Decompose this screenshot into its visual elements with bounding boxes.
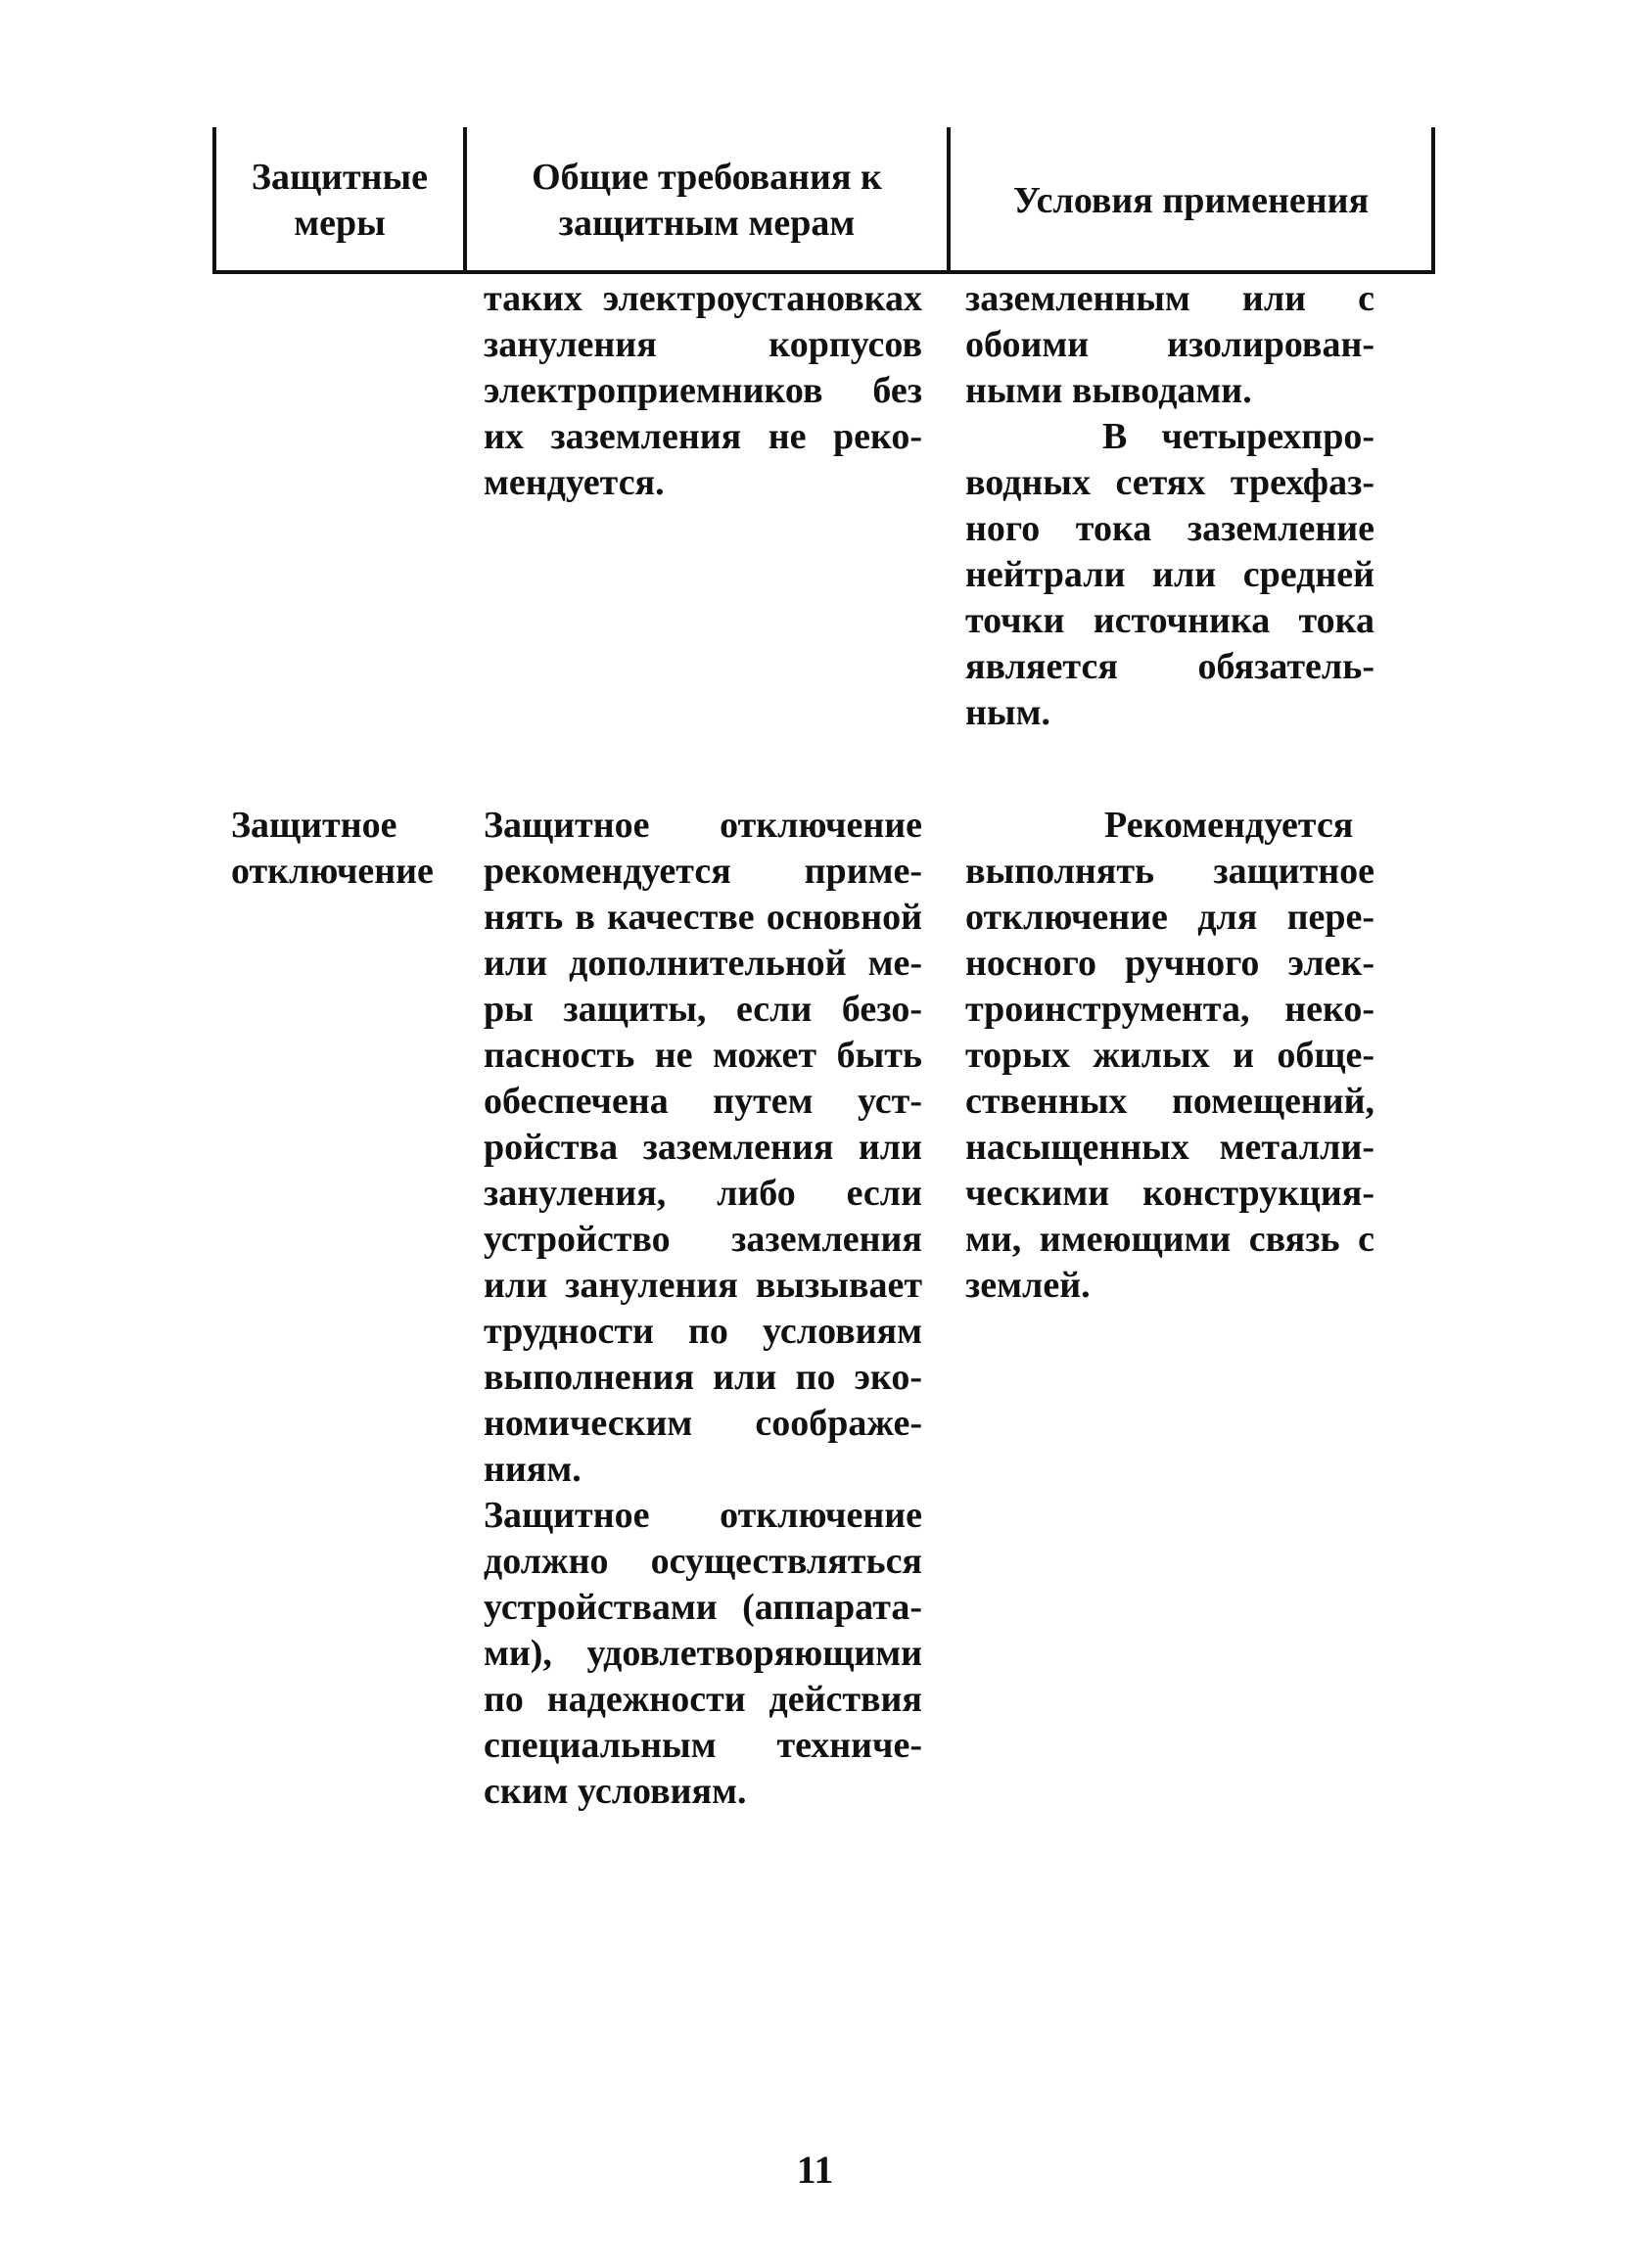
measure-cell-protective-shutdown [231, 803, 456, 895]
header-col-conditions-text: Условия применения [1012, 179, 1370, 221]
continued-conditions-cell [965, 276, 1374, 736]
text-line: троинструмента, неко- [965, 989, 1374, 1030]
text-line: торых жилых и обще- [965, 1035, 1374, 1076]
text-line: выполнения или по эко- [484, 1357, 922, 1398]
text-line: водных сетях трехфаз- [965, 462, 1374, 503]
text-line: ственных помещений, [965, 1081, 1374, 1122]
header-col-conditions [951, 147, 1431, 255]
text-line: трудности по условиям [484, 1311, 922, 1352]
conditions-cell-protective-shutdown [965, 803, 1374, 1309]
text-line: является обязатель- [965, 646, 1374, 687]
text-line: землей. [965, 1265, 1091, 1306]
text-line: устройство заземления [484, 1219, 922, 1260]
header-col-requirements-line: защитным мерам [558, 203, 856, 244]
continued-requirements-cell [484, 276, 922, 506]
page-number: 11 [796, 2148, 834, 2192]
text-line: нейтрали или средней [965, 554, 1374, 595]
text-line: В четырехпро- [1102, 416, 1374, 457]
text-line: обоими изолирован- [965, 324, 1374, 365]
text-line: устройствами (аппарата- [484, 1587, 922, 1628]
text-line: их заземления не реко- [484, 416, 922, 457]
text-line: зануления корпусов [484, 324, 922, 365]
text-line: отключение [231, 851, 434, 892]
text-line: рекомендуется приме- [484, 851, 922, 892]
text-line: обеспечена путем уст- [484, 1081, 922, 1122]
text-line: нять в качестве основной [484, 897, 922, 938]
text-line: электроприемников без [484, 370, 922, 411]
text-line: ческими конструкция- [965, 1173, 1374, 1214]
text-line: Рекомендуется [1104, 805, 1354, 846]
text-line: ного тока заземление [965, 508, 1374, 549]
text-line: выполнять защитное [965, 851, 1374, 892]
text-line: мендуется. [484, 462, 665, 503]
text-line: точки источника тока [965, 600, 1374, 641]
table-header-rule [212, 270, 1435, 274]
text-line: ройства заземления или [484, 1127, 922, 1168]
text-line: ми, имеющими связь с [965, 1219, 1374, 1260]
text-line: носного ручного элек- [965, 943, 1374, 984]
text-line: ниям. [484, 1449, 582, 1490]
text-line: Защитное отключение [484, 805, 922, 846]
table-border-right [1431, 127, 1435, 274]
text-line: должно осуществляться [484, 1541, 922, 1582]
text-line: номическим соображе- [484, 1403, 922, 1444]
text-line: ры защиты, если безо- [484, 989, 922, 1030]
header-col-requirements-line: Общие требования к [532, 157, 882, 198]
text-line: заземленным или с [965, 278, 1374, 319]
text-line: ным. [965, 692, 1050, 733]
text-line: насыщенных металли- [965, 1127, 1374, 1168]
requirements-cell-protective-shutdown [484, 803, 922, 1815]
text-line: специальным техниче- [484, 1725, 922, 1766]
text-line: пасность не может быть [484, 1035, 922, 1076]
text-line: отключение для пере- [965, 897, 1374, 938]
text-line: ским условиям. [484, 1771, 747, 1812]
text-line: по надежности действия [484, 1679, 922, 1720]
text-line: Защитное отключение [484, 1495, 922, 1536]
text-line: или зануления вызывает [484, 1265, 922, 1306]
text-line: или дополнительной ме- [484, 943, 922, 984]
text-line: Защитное [231, 805, 397, 846]
header-col-requirements [467, 147, 947, 255]
text-line: ми), удовлетворяющими [484, 1633, 922, 1674]
header-col-measures [216, 147, 463, 255]
header-col-measures-line: Защитные [251, 157, 429, 198]
text-line: зануления, либо если [484, 1173, 922, 1214]
header-col-measures-line: меры [294, 203, 386, 244]
text-line: таких электроустановках [484, 278, 922, 319]
text-line: ными выводами. [965, 370, 1252, 411]
